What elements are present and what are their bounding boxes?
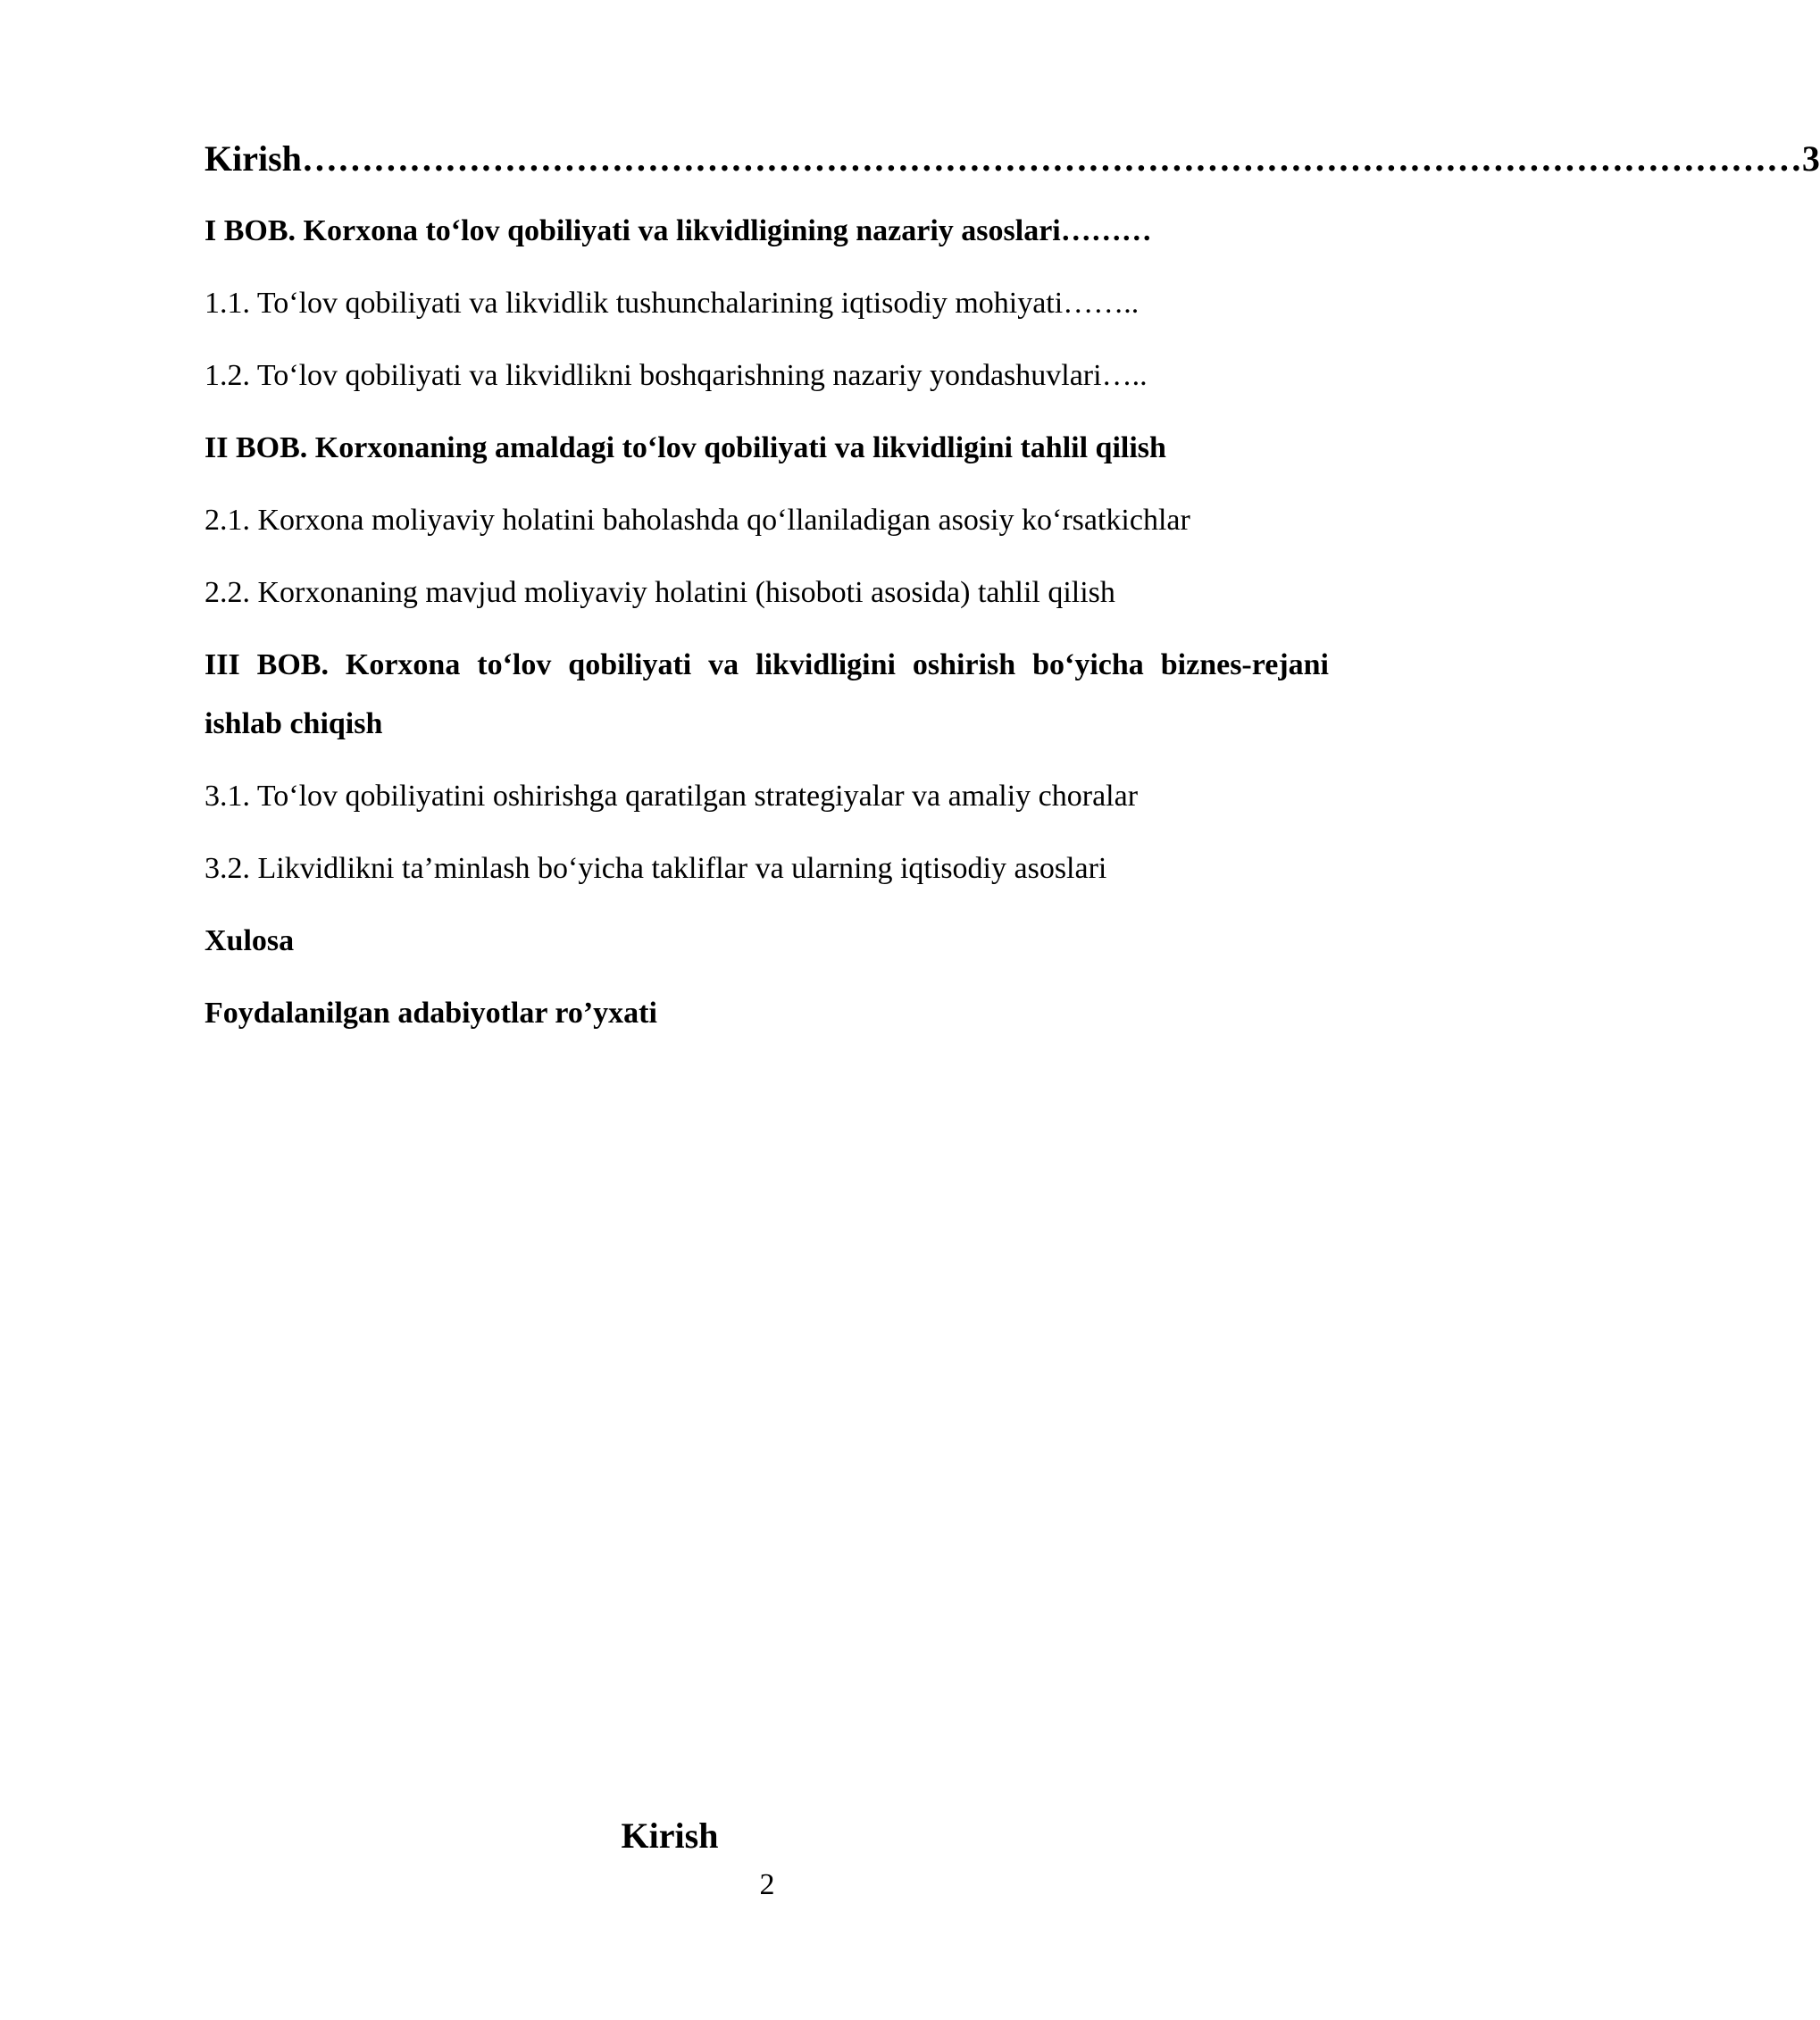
toc-chapter-3: III BOB. Korxona to‘lov qobiliyati va likvidligini oshirish bo‘yicha biznes-rejani ishlab chiqish [205, 648, 1329, 740]
toc-section-2-1: 2.1. Korxona moliyaviy holatini baholashda qo‘llaniladigan asosiy ko‘rsatkichlar [205, 504, 1190, 537]
toc-section-2-2: 2.2. Korxonaning mavjud moliyaviy holatini (hisoboti asosida) tahlil qilish [205, 576, 1115, 609]
toc-bibliography: Foydalanilgan adabiyotlar ro’yxati [205, 997, 657, 1030]
page-number: 2 [759, 1868, 775, 1901]
section-heading: Kirish [621, 1815, 719, 1856]
toc-conclusion: Xulosa [205, 924, 295, 957]
toc-section-3-2: 3.2. Likvidlikni ta’minlash bo‘yicha takliflar va ularning iqtisodiy asoslari [205, 852, 1107, 885]
toc-chapter-1: I BOB. Korxona to‘lov qobiliyati va likvidligining nazariy asoslari……… [205, 214, 1152, 247]
toc-page-number: 3 [1801, 138, 1820, 179]
toc-entry-kirish [205, 134, 1820, 184]
table-of-contents [205, 134, 1820, 1065]
toc-dot-leader: ……………………………………………………………………………………………………………… [301, 138, 1802, 179]
toc-section-1-1: 1.1. To‘lov qobiliyati va likvidlik tushunchalarining iqtisodiy mohiyati…….. [205, 287, 1140, 320]
toc-section-3-1: 3.1. To‘lov qobiliyatini oshirishga qaratilgan strategiyalar va amaliy choralar [205, 780, 1139, 813]
toc-section-1-2: 1.2. To‘lov qobiliyati va likvidlikni boshqarishning nazariy yondashuvlari….. [205, 359, 1148, 392]
toc-chapter-2: II BOB. Korxonaning amaldagi to‘lov qobiliyati va likvidligini tahlil qilish [205, 431, 1166, 464]
toc-entry-label: Kirish [205, 138, 302, 179]
